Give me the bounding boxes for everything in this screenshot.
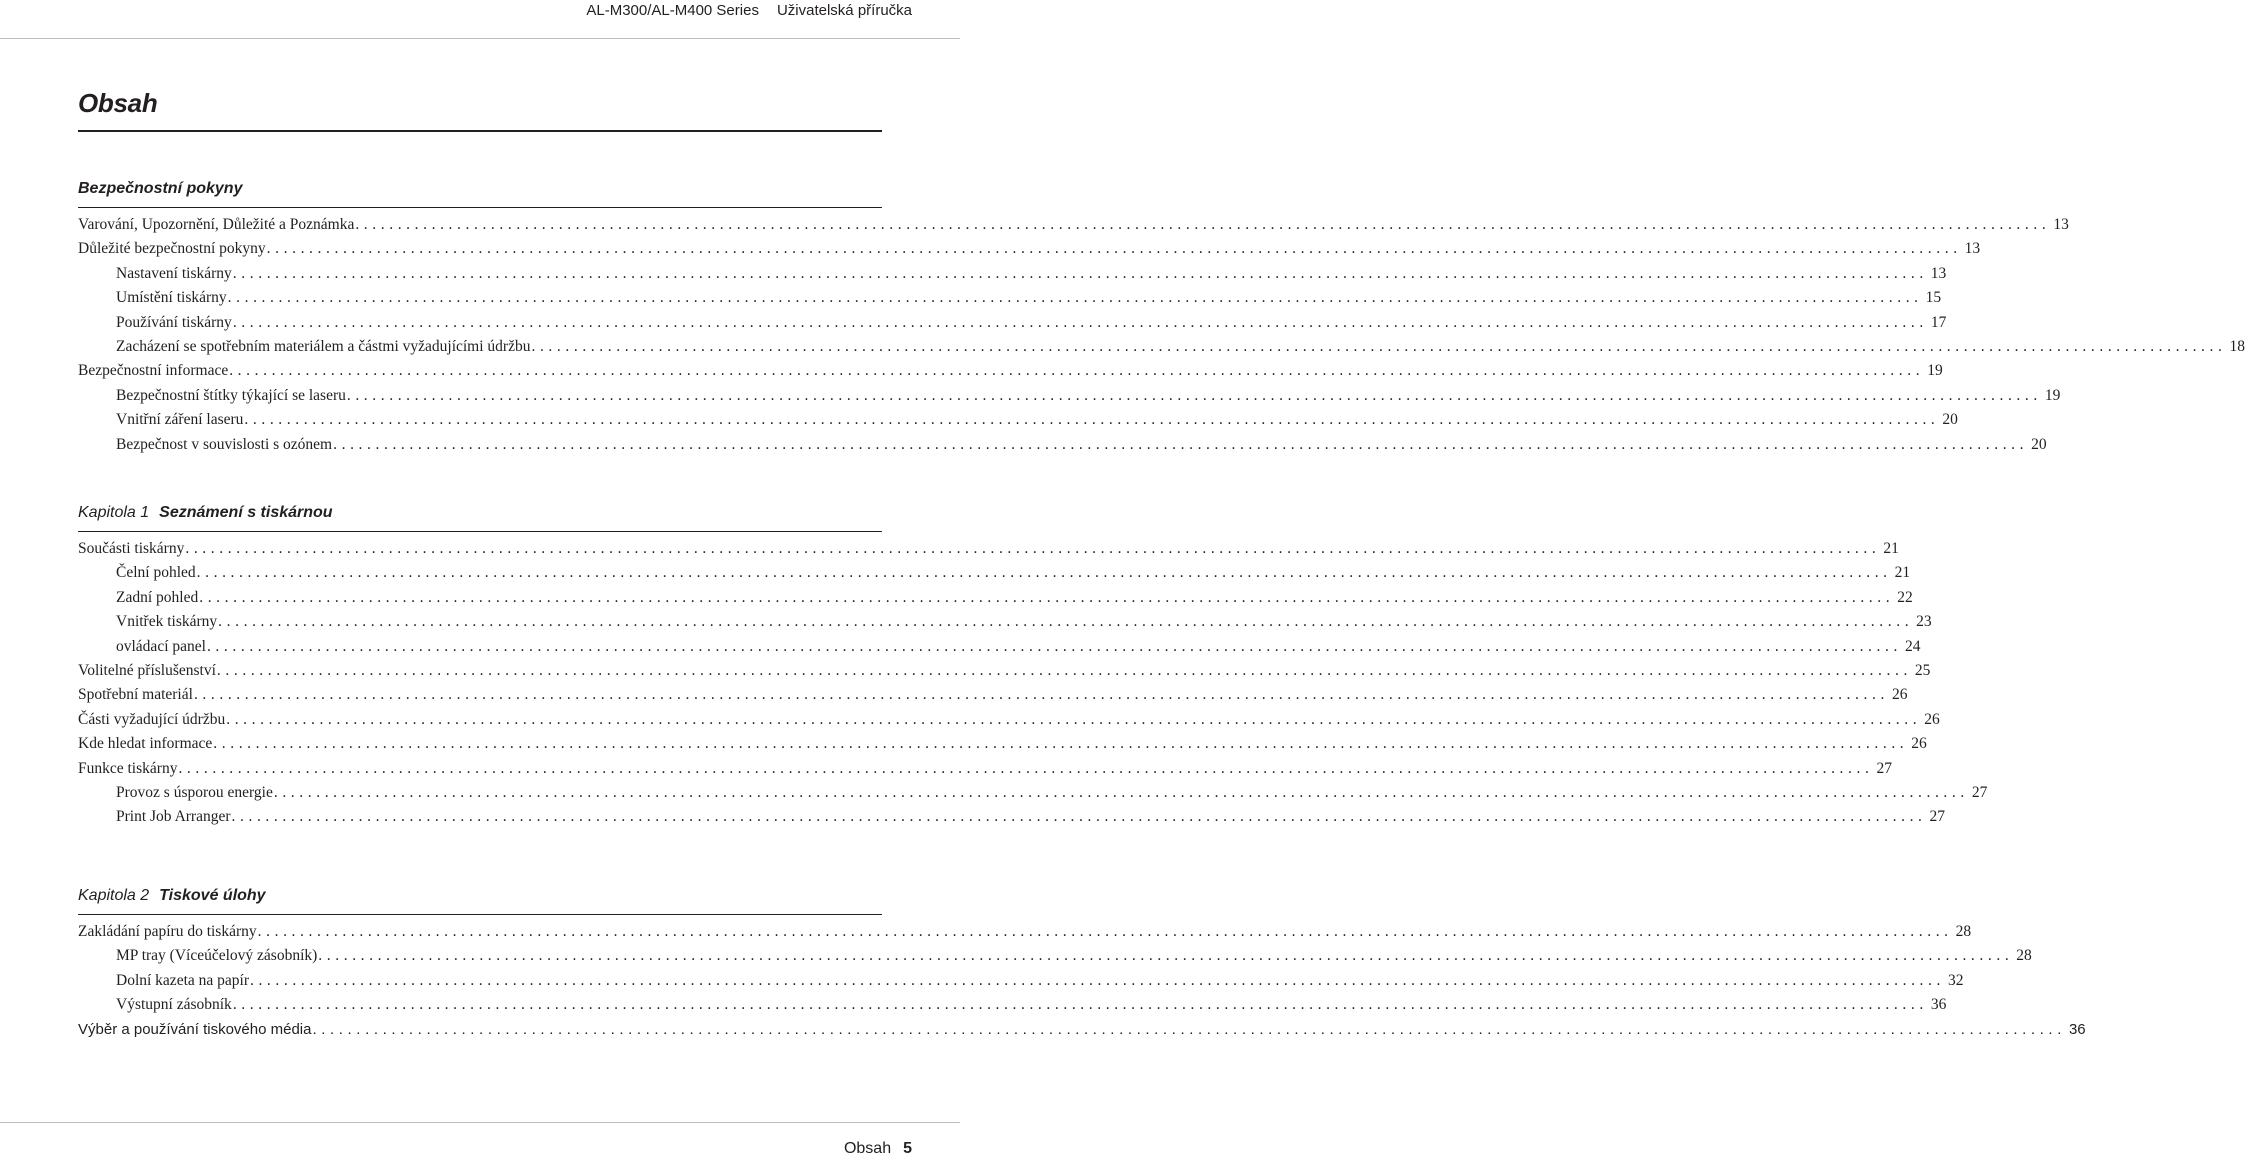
toc-entry-title: Dolní kazeta na papír (116, 971, 249, 989)
toc-page-number: 18 (2229, 337, 2245, 355)
toc-entry-title: Provoz s úsporou energie (116, 783, 273, 801)
toc-dot-leader: ........................................................................................................................................................................................................ (227, 289, 1923, 307)
toc-entry-title: Spotřební materiál (78, 686, 193, 704)
toc-dot-leader: ........................................................................................................................................................................................................ (185, 540, 1881, 557)
toc-dot-leader: ........................................................................................................................................................................................................ (257, 923, 1953, 940)
toc-entry[interactable] (78, 613, 1932, 637)
toc-entry-title: Části vyžadující údržbu (78, 710, 226, 728)
toc-entry[interactable] (78, 216, 2069, 240)
toc-dot-leader: ........................................................................................................................................................................................................ (199, 588, 1895, 606)
toc-entry[interactable] (78, 661, 1931, 686)
toc-entry[interactable] (78, 240, 1981, 264)
running-header (0, 0, 960, 28)
toc-dot-leader: ........................................................................................................................................................................................................ (206, 637, 1902, 655)
toc-entry[interactable] (78, 264, 1947, 289)
footer-label: Obsah (843, 1140, 892, 1157)
toc-dot-leader: ........................................................................................................................................................................................................ (232, 264, 1928, 282)
toc-entry[interactable] (78, 386, 2061, 411)
toc-page-number: 27 (1876, 759, 1892, 777)
toc-entry-title: Zacházení se spotřebním materiálem a částmi vyžadujícími údržbu (116, 337, 531, 355)
toc-page-number: 15 (1925, 289, 1942, 307)
toc-dot-leader: ........................................................................................................................................................................................................ (178, 759, 1874, 777)
header-series: AL-M300/AL-M400 Series (586, 2, 759, 19)
toc-page-number: 20 (2031, 435, 2047, 453)
toc-page-number: 32 (1947, 971, 1964, 989)
toc-entry-title: Výběr a používání tiskového média (78, 1020, 312, 1038)
toc-dot-leader: ........................................................................................................................................................................................................ (312, 1020, 2066, 1038)
footer-divider (0, 1122, 960, 1123)
toc-entry[interactable] (78, 996, 1947, 1020)
toc-entry-title: Důležité bezpečnostní pokyny (78, 240, 266, 258)
toc-dot-leader: ........................................................................................................................................................................................................ (232, 996, 1928, 1014)
toc-entry[interactable] (78, 923, 1972, 947)
header-doc-title: Uživatelská příručka (776, 2, 912, 19)
toc-dot-leader: ........................................................................................................................................................................................................ (193, 686, 1889, 704)
toc-entry-title: MP tray (Víceúčelový zásobník) (116, 947, 318, 965)
page-title: Obsah (78, 88, 158, 118)
toc-dot-leader: ........................................................................................................................................................................................................ (244, 411, 1940, 429)
toc-entry-title: Print Job Arranger (116, 808, 231, 826)
toc-list (78, 216, 2245, 460)
toc-page-number: 13 (1930, 264, 1947, 282)
toc-dot-leader: ........................................................................................................................................................................................................ (216, 661, 1912, 679)
toc-entry[interactable] (78, 411, 1958, 435)
toc-page-number: 19 (2044, 386, 2061, 404)
section-title: Seznámení s tiskárnou (159, 504, 333, 521)
toc-page-number: 26 (1891, 686, 1908, 704)
toc-dot-leader: ........................................................................................................................................................................................................ (355, 216, 2051, 233)
toc-dot-leader: ........................................................................................................................................................................................................ (266, 240, 1962, 258)
toc-page-number: 28 (1955, 923, 1972, 940)
toc-page-number: 21 (1894, 564, 1911, 582)
toc-entry-title: Volitelné příslušenství (78, 661, 216, 679)
toc-entry[interactable] (78, 735, 1927, 759)
toc-page-number: 27 (1929, 808, 1946, 826)
section-heading (78, 180, 882, 208)
toc-page-number: 36 (1930, 996, 1947, 1014)
toc-page-number: 13 (1964, 240, 1981, 258)
toc-entry[interactable] (78, 337, 2245, 362)
toc-page-number: 28 (2016, 947, 2032, 965)
toc-list (78, 540, 1988, 833)
toc-entry[interactable] (78, 686, 1908, 710)
toc-entry-title: ovládací panel (116, 637, 206, 655)
toc-entry[interactable] (78, 971, 1964, 996)
toc-entry[interactable] (78, 759, 1892, 784)
toc-entry[interactable] (78, 289, 1942, 313)
chapter-number: Kapitola 1 (78, 504, 150, 521)
title-divider (78, 130, 882, 132)
toc-entry-title: Čelní pohled (116, 564, 196, 582)
header-divider (0, 38, 960, 39)
toc-page-number: 27 (1971, 783, 1988, 801)
toc-entry[interactable] (78, 540, 1899, 564)
toc-dot-leader: ........................................................................................................................................................................................................ (249, 971, 1945, 989)
toc-entry[interactable] (78, 435, 2047, 460)
toc-page-number: 22 (1897, 588, 1913, 606)
footer-page-number: 5 (903, 1140, 912, 1157)
toc-entry-title: Nastavení tiskárny (116, 264, 232, 282)
toc-section-chapter-2 (78, 887, 2086, 1045)
toc-dot-leader: ........................................................................................................................................................................................................ (213, 735, 1909, 753)
toc-entry-title: Zakládání papíru do tiskárny (78, 923, 257, 940)
toc-dot-leader: ........................................................................................................................................................................................................ (273, 783, 1969, 801)
toc-dot-leader: ........................................................................................................................................................................................................ (346, 386, 2042, 404)
toc-dot-leader: ........................................................................................................................................................................................................ (231, 808, 1927, 826)
toc-entry-title: Součásti tiskárny (78, 540, 185, 557)
toc-entry[interactable] (78, 1020, 2086, 1045)
toc-dot-leader: ........................................................................................................................................................................................................ (226, 710, 1922, 728)
toc-page-number: 20 (1942, 411, 1958, 429)
toc-list (78, 923, 2086, 1045)
toc-entry-title: Používání tiskárny (116, 313, 232, 331)
toc-section-chapter-1 (78, 504, 1988, 833)
toc-page-number: 13 (2053, 216, 2069, 233)
toc-entry[interactable] (78, 710, 1940, 735)
toc-page-number: 19 (1927, 362, 1943, 380)
toc-entry-title: Vnitřní záření laseru (116, 411, 244, 429)
toc-entry-title: Vnitřek tiskárny (116, 613, 218, 631)
toc-entry-title: Kde hledat informace (78, 735, 213, 753)
toc-entry-title: Zadní pohled (116, 588, 199, 606)
page-footer (844, 1140, 912, 1158)
toc-dot-leader: ........................................................................................................................................................................................................ (333, 435, 2029, 453)
toc-entry[interactable] (78, 637, 1921, 662)
toc-dot-leader: ........................................................................................................................................................................................................ (229, 362, 1925, 380)
toc-entry[interactable] (78, 808, 1946, 832)
toc-section-safety (78, 180, 2245, 460)
toc-dot-leader: ........................................................................................................................................................................................................ (196, 564, 1892, 582)
toc-page-number: 26 (1911, 735, 1927, 753)
toc-entry-title: Výstupní zásobník (116, 996, 232, 1014)
section-heading (78, 887, 882, 915)
toc-dot-leader: ........................................................................................................................................................................................................ (218, 613, 1914, 631)
toc-entry[interactable] (78, 947, 2032, 971)
section-title: Tiskové úlohy (159, 887, 266, 904)
toc-page-number: 17 (1930, 313, 1947, 331)
toc-dot-leader: ........................................................................................................................................................................................................ (531, 337, 2227, 355)
toc-entry-title: Varování, Upozornění, Důležité a Poznámka (78, 216, 355, 233)
toc-entry-title: Umístění tiskárny (116, 289, 227, 307)
toc-page-number: 21 (1883, 540, 1899, 557)
toc-page-number: 26 (1924, 710, 1940, 728)
section-heading (78, 504, 882, 532)
toc-page-number: 25 (1914, 661, 1931, 679)
toc-entry-title: Bezpečnostní informace (78, 362, 229, 380)
toc-entry-title: Bezpečnost v souvislosti s ozónem (116, 435, 333, 453)
toc-entry[interactable] (78, 362, 1943, 386)
toc-dot-leader: ........................................................................................................................................................................................................ (232, 313, 1928, 331)
toc-page-number: 23 (1916, 613, 1932, 631)
section-title: Bezpečnostní pokyny (78, 180, 243, 197)
toc-entry-title: Bezpečnostní štítky týkající se laseru (116, 386, 346, 404)
toc-page-number: 24 (1904, 637, 1921, 655)
toc-dot-leader: ........................................................................................................................................................................................................ (318, 947, 2014, 965)
toc-page-number: 36 (2068, 1020, 2086, 1038)
toc-entry[interactable] (78, 313, 1947, 338)
chapter-number: Kapitola 2 (78, 887, 150, 904)
toc-entry[interactable] (78, 564, 1911, 588)
toc-entry[interactable] (78, 783, 1988, 808)
toc-entry[interactable] (78, 588, 1913, 613)
toc-entry-title: Funkce tiskárny (78, 759, 178, 777)
